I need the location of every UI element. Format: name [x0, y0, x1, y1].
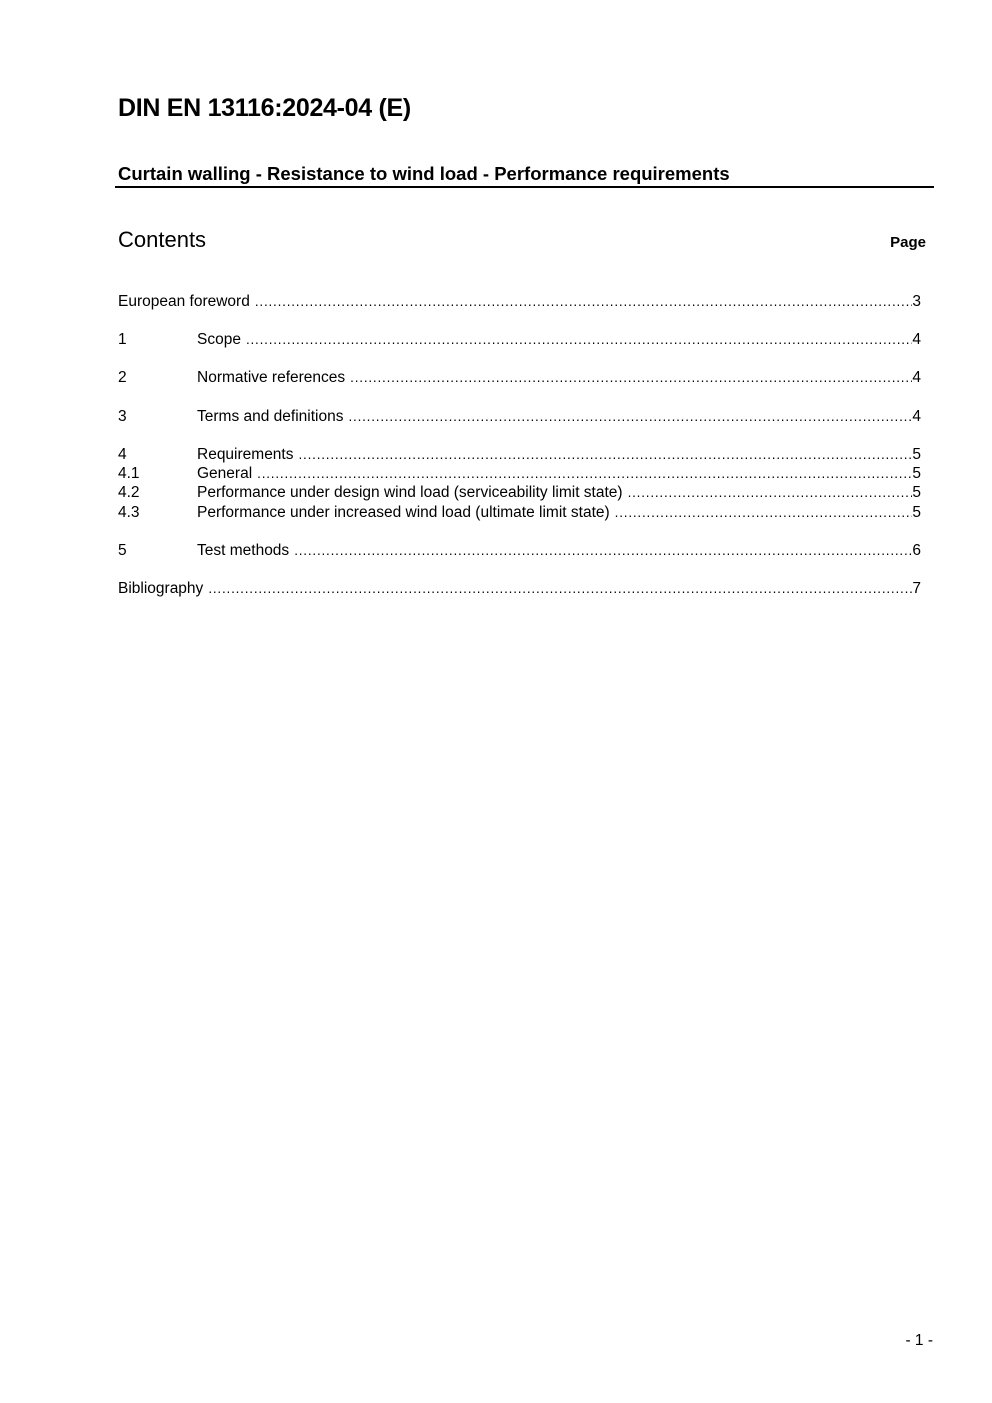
- toc-entry-number: 3: [118, 408, 127, 425]
- toc-entry-requirements[interactable]: [118, 445, 921, 465]
- toc-entry-number: 4.2: [118, 484, 140, 501]
- toc-dot-leader: [615, 503, 913, 523]
- toc-entry-bibliography[interactable]: [118, 579, 921, 599]
- toc-entry-number: 2: [118, 369, 127, 386]
- toc-entry-normative-references[interactable]: [118, 368, 921, 388]
- document-title: DIN EN 13116:2024-04 (E): [118, 94, 411, 122]
- toc-entry-page: 7: [912, 580, 921, 597]
- toc-entry-title: General: [197, 465, 253, 482]
- toc-dot-leader: [299, 445, 913, 465]
- toc-entry-performance-increased-wind-load[interactable]: [118, 503, 921, 523]
- toc-dot-leader: [257, 464, 912, 484]
- header-rule: [115, 186, 934, 188]
- toc-entry-title: Normative references: [197, 369, 346, 386]
- toc-entry-title: Scope: [197, 331, 241, 348]
- toc-dot-leader: [208, 579, 912, 599]
- toc-entry-scope[interactable]: [118, 330, 921, 350]
- contents-heading: Contents: [118, 227, 207, 252]
- toc-entry-page: 4: [912, 369, 921, 386]
- toc-entry-title: Performance under increased wind load (ultimate limit state): [197, 504, 610, 521]
- toc-entry-page: 5: [912, 484, 921, 501]
- toc-entry-terms-and-definitions[interactable]: [118, 407, 921, 427]
- toc-entry-title: European foreword: [118, 293, 250, 310]
- toc-entry-page: 5: [912, 446, 921, 463]
- toc-dot-leader: [294, 541, 912, 561]
- toc-entry-performance-design-wind-load[interactable]: [118, 483, 921, 503]
- toc-entry-number: 5: [118, 542, 127, 559]
- toc-entry-page: 4: [912, 331, 921, 348]
- toc-entry-number: 1: [118, 331, 127, 348]
- toc-dot-leader: [246, 330, 912, 350]
- toc-dot-leader: [348, 407, 912, 427]
- toc-entry-title: Terms and definitions: [197, 408, 344, 425]
- page-column-label: Page: [890, 234, 926, 251]
- document-subtitle: Curtain walling - Resistance to wind load - Performance requirements: [118, 163, 730, 184]
- toc-entry-test-methods[interactable]: [118, 541, 921, 561]
- page-number-footer: - 1 -: [905, 1332, 933, 1349]
- toc-dot-leader: [628, 483, 913, 503]
- toc-entry-number: 4.3: [118, 504, 140, 521]
- toc-dot-leader: [255, 292, 913, 312]
- toc-entry-page: 4: [912, 408, 921, 425]
- toc-entry-general[interactable]: [118, 464, 921, 484]
- toc-entry-title: Performance under design wind load (serviceability limit state): [197, 484, 623, 501]
- toc-entry-title: Bibliography: [118, 580, 204, 597]
- toc-entry-page: 6: [912, 542, 921, 559]
- toc-dot-leader: [350, 368, 912, 388]
- toc-entry-european-foreword[interactable]: [118, 292, 921, 312]
- toc-entry-page: 5: [912, 465, 921, 482]
- toc-entry-title: Requirements: [197, 446, 294, 463]
- toc-entry-number: 4.1: [118, 465, 140, 482]
- toc-entry-page: 3: [912, 293, 921, 310]
- toc-entry-title: Test methods: [197, 542, 290, 559]
- toc-entry-page: 5: [912, 504, 921, 521]
- toc-entry-number: 4: [118, 446, 127, 463]
